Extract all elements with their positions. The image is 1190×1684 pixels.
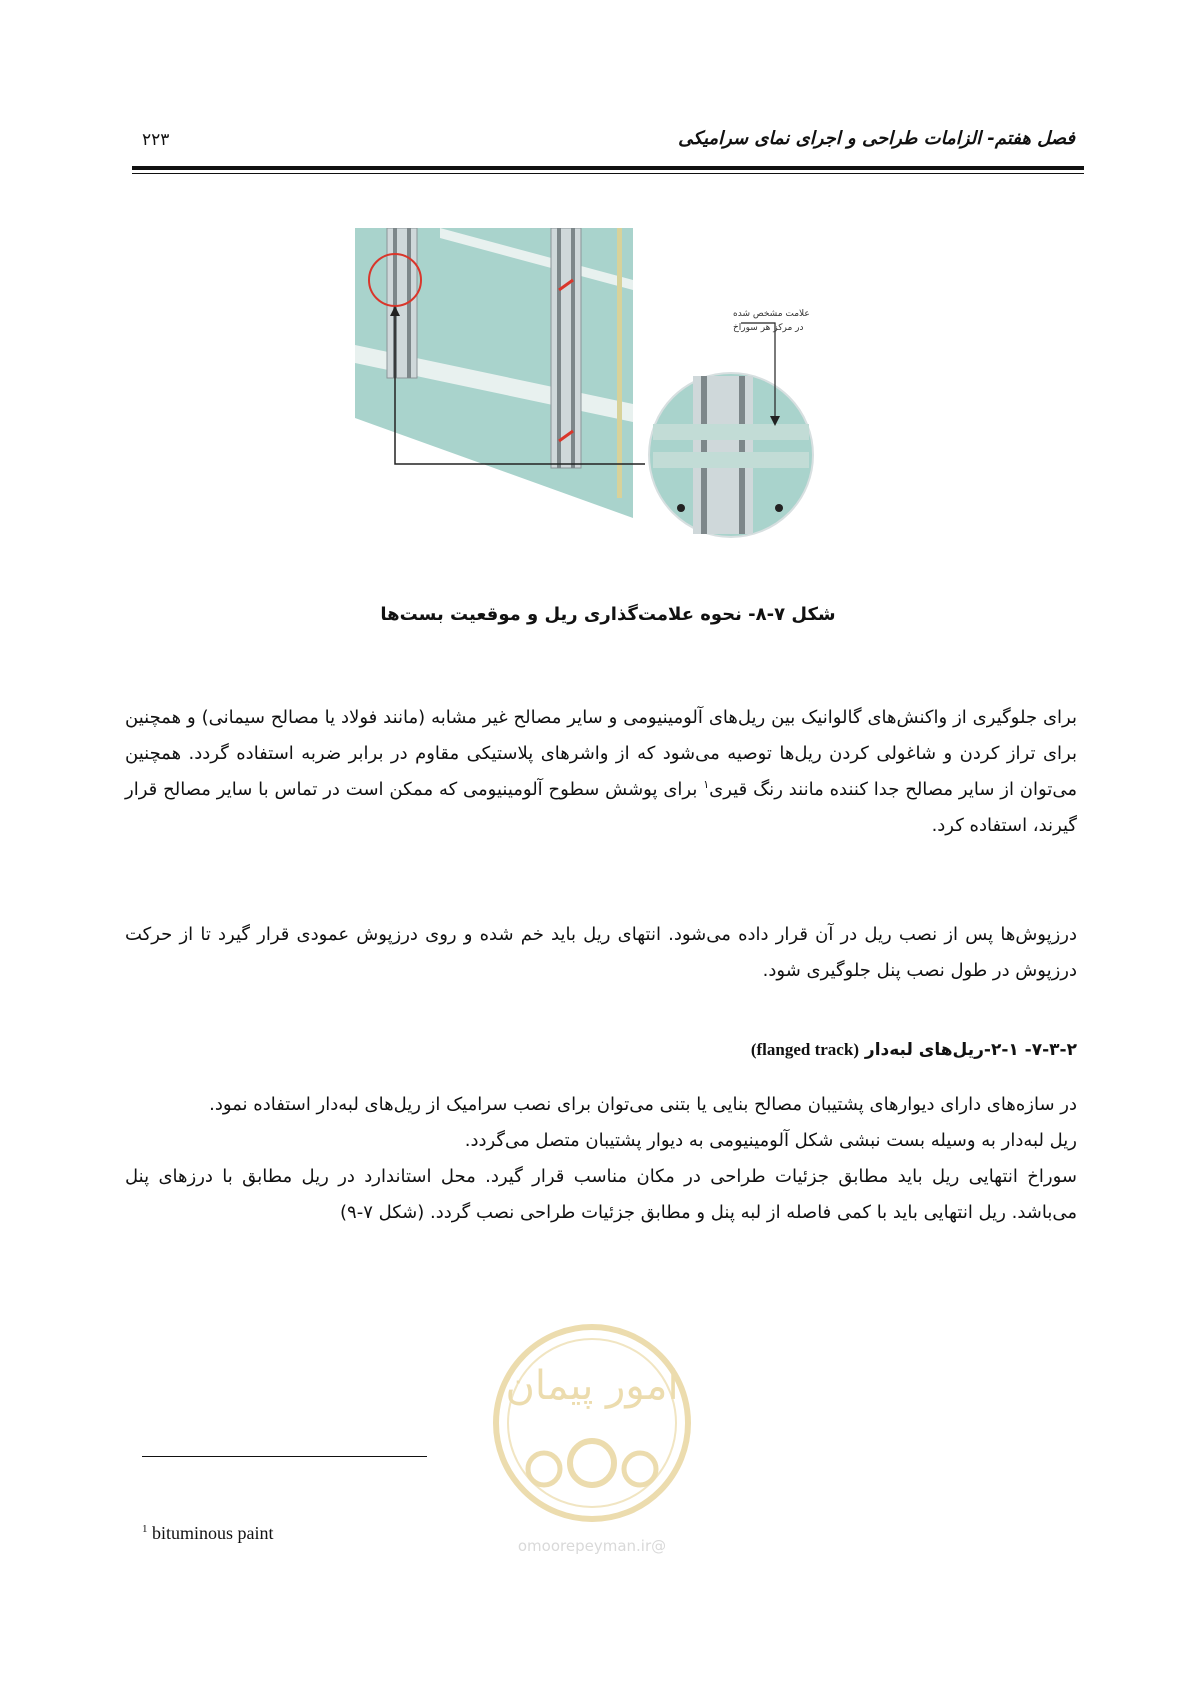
running-title: فصل هفتم- الزامات طراحی و اجرای نمای سرامیکی	[678, 128, 1075, 149]
watermark-emblem	[482, 1313, 702, 1573]
detail-fixing	[677, 504, 685, 512]
paragraph-galvanic-text-b: برای پوشش سطوح آلومینیومی که ممکن است در تماس با سایر مصالح قرار گیرند، استفاده کرد.	[125, 779, 1077, 836]
footnote-reference[interactable]: ۱	[703, 778, 710, 791]
section-heading-fa: ۷-۳-۲- ۲-۱-ریل‌های لبه‌دار	[864, 1040, 1077, 1060]
detail-fixing-2	[775, 504, 783, 512]
paragraph-flanged-line3: سوراخ انتهایی ریل باید مطابق جزئیات طراحی در مکان مناسب قرار گیرد. محل استاندارد در ریل مطابق با درزهای پنل می‌باشد. ریل انتهایی باید با کمی فاصله از لبه پنل و مطابق جزئیات طراحی نصب گردد. (شکل ۷-۹)	[125, 1166, 1077, 1223]
paragraph-flanged-line2: ریل لبه‌دار به وسیله بست نبشی شکل آلومینیومی به دیوار پشتیبان متصل می‌گردد.	[464, 1130, 1077, 1151]
paragraph-flanged-track	[125, 1087, 1077, 1231]
header-rule	[132, 166, 1084, 170]
watermark-outer-ring	[496, 1327, 688, 1519]
section-heading-en: (flanged track)	[750, 1040, 859, 1059]
watermark-logo	[482, 1313, 702, 1573]
paragraph-joint-cover: درزپوش‌ها پس از نصب ریل در آن قرار داده می‌شود. انتهای ریل باید خم شده و روی درزپوش عمودی قرار گیرد تا از حرکت درزپوش در طول نصب پنل جلوگیری شود.	[125, 924, 1077, 981]
footnote-separator	[142, 1456, 427, 1457]
detail-joint	[653, 424, 809, 440]
edge-trim	[617, 228, 622, 498]
watermark-url: @omoorepeyman.ir	[517, 1537, 667, 1555]
paragraph-galvanic-text-a: برای جلوگیری از واکنش‌های گالوانیک بین ریل‌های آلومینیومی و سایر مصالح غیر مشابه (مانند فولاد یا مصالح سیمانی) و همچنین برای تراز کردن و شاغولی کردن ریل‌ها توصیه می‌شود که از واشرهای پلاستیکی مقاوم در برابر ضربه استفاده گردد. همچنین می‌توان از سایر مصالح جدا کننده مانند رنگ قیری	[125, 707, 1077, 800]
rail-left	[387, 228, 417, 378]
watermark-gear-center	[570, 1441, 614, 1485]
section-heading	[125, 1040, 1077, 1060]
footnote-text: bituminous paint	[152, 1523, 274, 1543]
rail-right-slot	[557, 228, 561, 468]
callout-label-2: در مرکز هر سوراخ	[733, 323, 804, 333]
footnote-marker: 1	[142, 1523, 148, 1535]
callout-label-1: علامت مشخص شده	[733, 309, 810, 319]
watermark-gear-left	[528, 1453, 560, 1485]
page-number: ۲۲۳	[142, 130, 170, 150]
figure-caption: شکل ۷-۸- نحوه علامت‌گذاری ریل و موقعیت بست‌ها	[380, 604, 836, 625]
paragraph-galvanic	[125, 700, 1077, 844]
detail-joint-2	[653, 452, 809, 468]
footnote	[142, 1523, 274, 1544]
rail-marking-figure	[355, 228, 875, 582]
rail-diagram	[355, 228, 875, 582]
header-rule-thin	[132, 173, 1084, 174]
watermark-brand: امور پیمان	[505, 1363, 679, 1409]
watermark-gear-right	[624, 1453, 656, 1485]
rail-right	[551, 228, 581, 468]
paragraph-flanged-line1: در سازه‌های دارای دیوارهای پشتیبان مصالح بنایی یا بتنی می‌توان برای نصب سرامیک از ریل‌های لبه‌دار استفاده نمود.	[209, 1094, 1077, 1115]
